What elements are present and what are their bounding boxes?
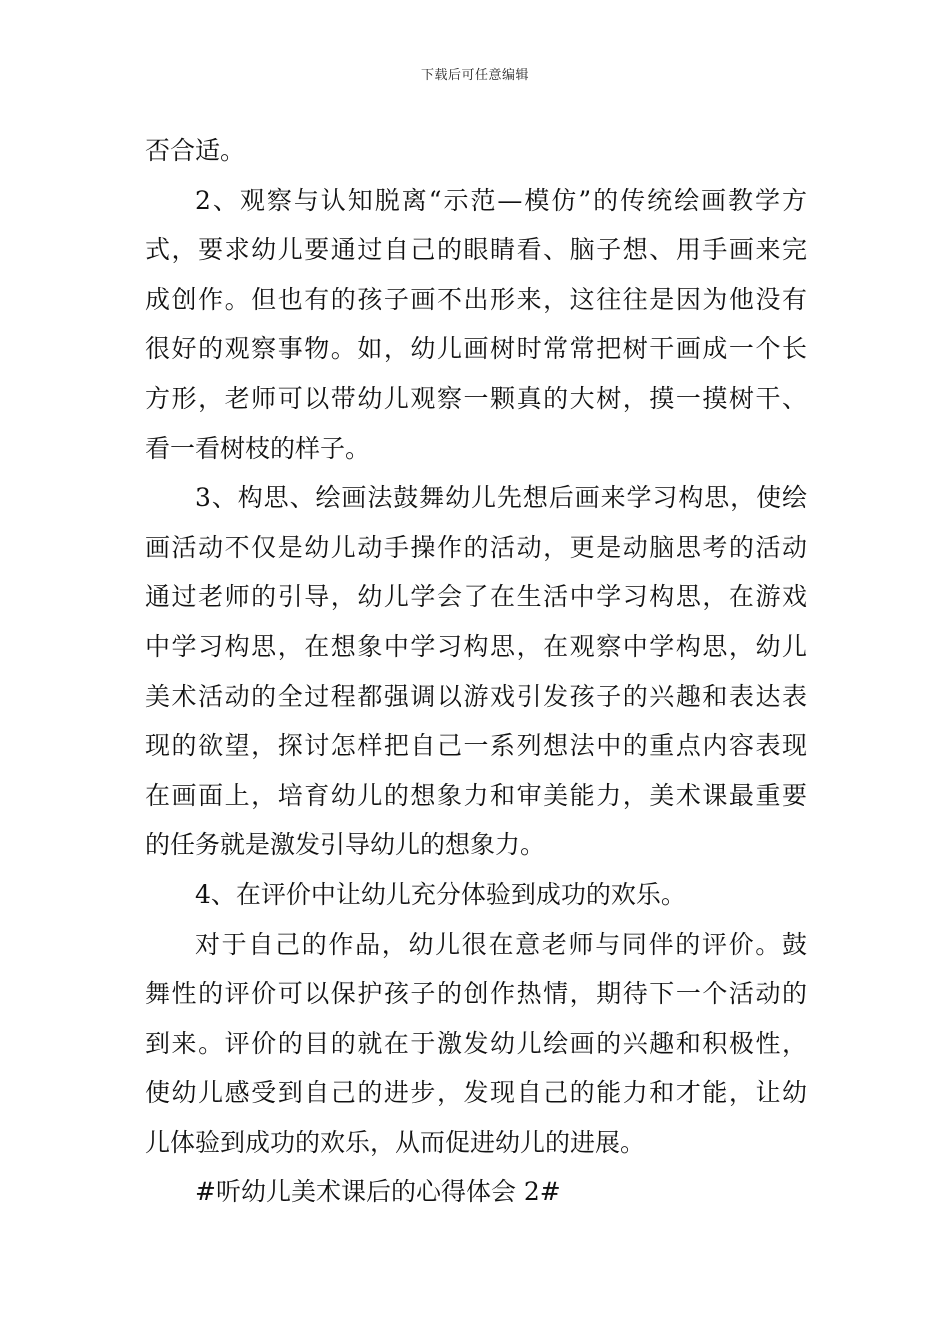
text-line: 现的欲望，探讨怎样把自己一系列想法中的重点内容表现 xyxy=(145,731,807,761)
text-line: 很好的观察事物。如，幼儿画树时常常把树干画成一个长 xyxy=(145,334,807,364)
text-line: 到来。评价的目的就在于激发幼儿绘画的兴趣和积极性， xyxy=(145,1028,807,1058)
section-heading-line: #听幼儿美术课后的心得体会 2# xyxy=(195,1177,561,1207)
text-line: 画活动不仅是幼儿动手操作的活动，更是动脑思考的活动 xyxy=(145,532,807,562)
paragraph-start-line: 3、构思、绘画法鼓舞幼儿先想后画来学习构思，使绘 xyxy=(195,483,807,513)
text-line: 式，要求幼儿要通过自己的眼睛看、脑子想、用手画来完 xyxy=(145,235,807,265)
paragraph-start-line: 对于自己的作品，幼儿很在意老师与同伴的评价。鼓 xyxy=(195,929,807,959)
text-line: 儿体验到成功的欢乐，从而促进幼儿的进展。 xyxy=(145,1127,646,1157)
text-line: 在画面上，培育幼儿的想象力和审美能力，美术课最重要 xyxy=(145,780,807,810)
text-line: 成创作。但也有的孩子画不出形来，这往往是因为他没有 xyxy=(145,284,807,314)
text-line: 看一看树枝的样子。 xyxy=(145,433,371,463)
text-line: 方形，老师可以带幼儿观察一颗真的大树，摸一摸树干、 xyxy=(145,383,807,413)
text-line: 中学习构思，在想象中学习构思，在观察中学构思，幼儿 xyxy=(145,631,807,661)
text-line: 美术活动的全过程都强调以游戏引发孩子的兴趣和表达表 xyxy=(145,681,807,711)
paragraph-heading-line: 4、在评价中让幼儿充分体验到成功的欢乐。 xyxy=(195,879,686,909)
text-line: 的任务就是激发引导幼儿的想象力。 xyxy=(145,830,546,860)
text-line: 通过老师的引导，幼儿学会了在生活中学习构思，在游戏 xyxy=(145,582,807,612)
body-text xyxy=(145,126,807,1217)
paragraph-start-line: 2、观察与认知脱离“示范—模仿”的传统绘画教学方 xyxy=(195,185,807,215)
page-header: 下载后可任意编辑 xyxy=(420,68,529,83)
text-line: 否合适。 xyxy=(145,136,246,165)
text-line: 使幼儿感受到自己的进步，发现自己的能力和才能，让幼 xyxy=(145,1078,807,1108)
text-line: 舞性的评价可以保护孩子的创作热情，期待下一个活动的 xyxy=(145,979,807,1009)
